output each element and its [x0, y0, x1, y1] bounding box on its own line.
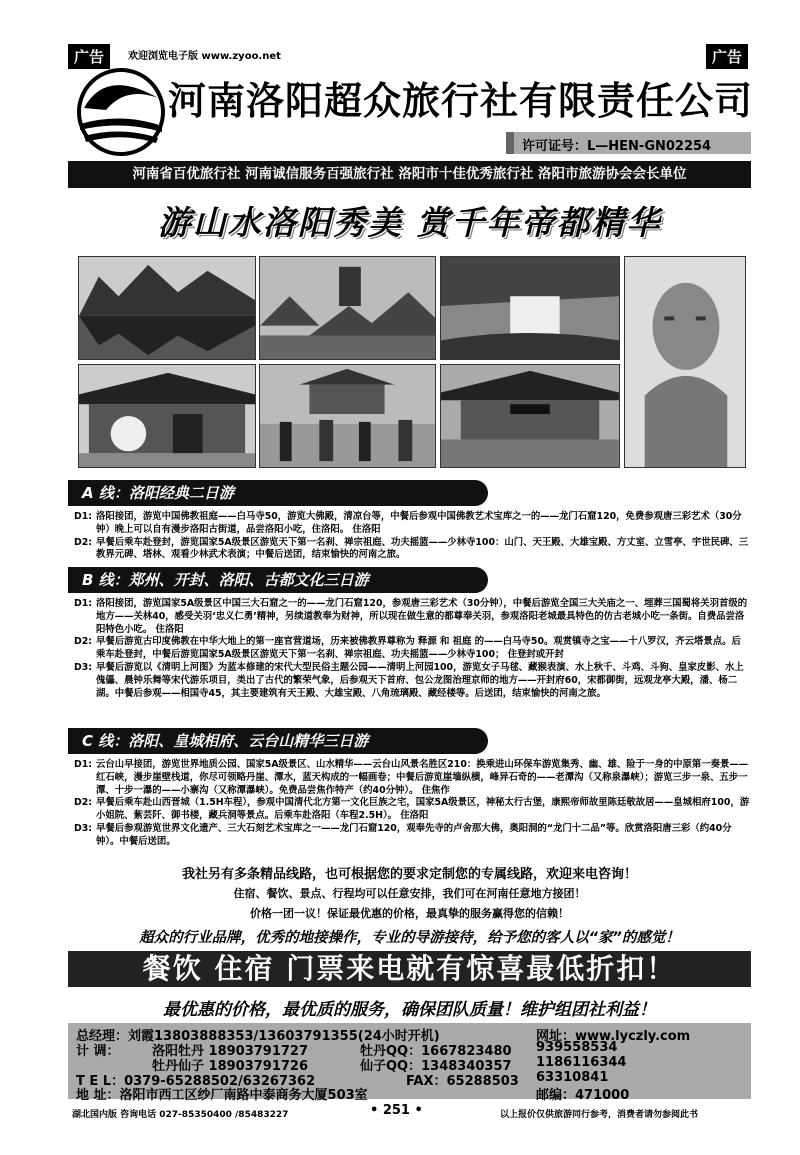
route-a-day-2 — [74, 537, 750, 563]
contact-block — [68, 1023, 751, 1103]
footer-left: 湖北国内版 咨询电话 027-85350400 /85483227 — [72, 1110, 289, 1120]
footer-right: 以上报价仅供旅游同行参考，消费者请勿参阅此书 — [500, 1110, 699, 1120]
promo-arrangement: 住宿、餐饮、景点、行程均可以任意安排，我们可在河南任意地方接团！ — [233, 887, 586, 900]
top-note: 欢迎浏览电子版 www.zyoo.net — [128, 51, 281, 62]
page-number: • 251 • — [370, 1103, 423, 1118]
ad-label-left: 广告 — [68, 44, 110, 69]
planner-2-qq: 仙子QQ：1348340357 — [360, 1059, 512, 1074]
day-label: D1: — [74, 759, 93, 770]
telephone: T E L：0379-65288502/63267362 — [76, 1074, 316, 1089]
photo-ancient-town — [259, 256, 436, 360]
fax: FAX：65288503 — [406, 1074, 519, 1089]
day-text: 早餐后乘车赴登封，游览国家5A级景区游览天下第一名刹、禅宗祖庭、功夫摇篮——少林寺100：山门、天王殿、大雄宝殿、方丈室、立雪亭、宇世民碑、三教界元碑、塔林、观看少林武术表演；中餐后送团，结束愉快的河南之旅。 — [96, 536, 749, 561]
photo-waterfall — [440, 256, 620, 360]
planner-2-phone: 牡丹仙子 18903791726 — [152, 1059, 309, 1074]
day-text: 早餐后游览古印度佛教在中华大地上的第一座官营道场，历来被佛教界尊称为 释源 和 祖庭 的——白马寺50。观赏镇寺之宝——十八罗汉，齐云塔景点。后乘车赴登封，中餐后游览国家5A级景区游览天下第一名刹、禅宗祖庭、功夫摇篮——少林寺100； 住登封或开封 — [96, 636, 741, 661]
logo-icon — [76, 68, 166, 156]
day-label: D1: — [74, 511, 93, 522]
license-number: 许可证号：L—HEN-GN02254 — [506, 132, 751, 154]
route-c-day-2 — [74, 797, 750, 823]
slogan: 游山水洛阳秀美 赏千年帝都精华 — [157, 203, 662, 242]
route-b-day-3 — [74, 662, 750, 700]
manager-phone: 总经理：刘霞13803888353/13603791355(24小时开机) — [76, 1029, 440, 1044]
route-a-title: A 线：洛阳经典二日游 — [68, 480, 488, 506]
route-c-day-1 — [74, 759, 750, 797]
route-a-itinerary — [74, 511, 750, 562]
day-text: 早餐后游览以《清明上河图》为蓝本修建的宋代大型民俗主题公园——清明上河园100，游览女子马毬、藏猴表演、水上秋千、斗鸡、斗狗、皇家皮影、水上傀儡、晨钟乐舞等宋代游乐项目，类出了古代的繁荣气象，后参观天下首府、包公龙图治理京师的地方——开封府60，宋都御街，远观龙亭大殿，潘、杨二湖。中餐后参观——相国寺45，其主要建筑有天王殿、大雄宝殿、八角琉璃殿、藏经楼等。后送团，结束愉快的河南之旅。 — [96, 661, 744, 699]
route-a-day-1 — [74, 511, 750, 537]
day-label: D2: — [74, 797, 93, 809]
fax-alt: 63310841 — [536, 1070, 609, 1085]
route-c-itinerary — [74, 759, 750, 849]
route-b-day-1 — [74, 598, 750, 636]
website: 网址：www.lyczly.com — [536, 1029, 691, 1044]
day-text: 早餐后乘车赴山西晋城（1.5H车程），参观中国清代北方第一文化巨族之宅，国家5A级景区，神秘太行古堡，康熙帝师故里陈廷敬故居——皇城相府100，游小姐院、紫芸阡、御书楼，藏兵洞等景点。后乘车赴洛阳（车程2.5H）。 住洛阳 — [96, 797, 750, 822]
planner-1-qq-alt: 939558534 — [536, 1040, 618, 1055]
ad-label-right: 广告 — [706, 44, 748, 69]
postcode: 邮编：471000 — [536, 1088, 630, 1103]
route-c-day-3 — [74, 823, 750, 849]
route-c-title: C 线：洛阳、皇城相府、云台山精华三日游 — [68, 728, 488, 754]
day-text: 早餐后参观游览世界文化遗产、三大石刻艺术宝库之一——龙门石窟120，观奉先寺的卢舍那大佛，奥阳洞的“龙门十二品”等。欣赏洛阳唐三彩（约40分钟）。中餐后送团。 — [96, 822, 732, 847]
day-label: D1: — [74, 598, 93, 609]
planner-1-phone: 洛阳牡丹 18903791727 — [152, 1044, 309, 1059]
planner-label: 计 调： — [76, 1044, 120, 1059]
photo-ceremony — [259, 364, 436, 468]
discount-banner: 餐饮 住宿 门票来电就有惊喜最低折扣！ — [68, 951, 751, 987]
route-b-itinerary — [74, 598, 750, 700]
day-label: D2: — [74, 636, 93, 648]
route-b-title: B 线：郑州、开封、洛阳、古都文化三日游 — [68, 567, 488, 593]
route-b-day-2 — [74, 636, 750, 662]
photo-monastery-gate — [440, 364, 620, 468]
quality-line: 最优惠的价格，最优质的服务，确保团队质量！维护组团社利益！ — [163, 1000, 656, 1020]
day-label: D2: — [74, 536, 93, 548]
header — [68, 64, 754, 159]
planner-2-qq-alt: 1186116344 — [536, 1055, 627, 1070]
photo-buddha-statue — [624, 256, 746, 468]
address: 地 址：洛阳市西工区纱厂南路中泰商务大厦503室 — [76, 1088, 368, 1103]
planner-1-qq: 牡丹QQ：1667823480 — [360, 1044, 512, 1059]
day-label: D3: — [74, 661, 93, 673]
honor-bar: 河南省百优旅行社 河南诚信服务百强旅行社 洛阳市十佳优秀旅行社 洛阳市旅游协会会长单位 — [68, 161, 751, 188]
day-text: 云台山早接团，游览世界地质公园、国家5A级景区、山水精华——云台山风景名胜区210：换乘进山环保车游览集秀、幽、雄、险于一身的中原第一奏景——红石峡，漫步崖壁栈道，你尽可领略丹崖、潭水，蓝天构成的一幅画卷；中餐后游览崖墙纵横，峰异石奇的——老潭沟（又称泉瀑峡）；游览三步一泉、五步一潭、十步一瀑的——小寨沟（又称潭瀑峡）。免费品尝焦作特产（约40分钟）。 住焦作 — [96, 759, 749, 796]
photo-temple-lion — [78, 364, 256, 468]
day-text: 洛阳接团，游览中国佛教祖庭——白马寺50，游览大佛殿，清凉台等，中餐后参观中国佛教艺术宝库之一的——龙门石窟120，免费参观唐三彩艺术（30分钟）晚上可以自有漫步洛阳古街道，品尝洛阳小吃，住洛阳。 住洛阳 — [96, 511, 742, 535]
promo-price: 价格一团一议！保证最优惠的价格，最真挚的服务赢得您的信赖！ — [250, 907, 569, 920]
photo-mountain-lake — [78, 256, 256, 360]
day-label: D3: — [74, 822, 93, 834]
promo-custom-routes: 我社另有多条精品线路，也可根据您的要求定制您的专属线路，欢迎来电咨询！ — [181, 867, 637, 882]
day-text: 洛阳接团，游览国家5A级景区中国三大石窟之一的——龙门石窟120，参观唐三彩艺术（30分钟），中餐后游览全国三大关庙之一、埋葬三国蜀将关羽首级的地方——关林40，感受关羽‘忠义仁勇’精神，另续道教奉为财神，所以现在做生意的都尊奉关羽，参观洛阳老城最具特色的仿古老城小吃一条街。自费品尝洛阳特色小吃。 住洛阳 — [96, 598, 748, 635]
company-name: 河南洛阳超众旅行社有限责任公司 — [168, 78, 754, 123]
brand-line: 超众的行业品牌，优秀的地接操作，专业的导游接待，给予您的客人以“家”的感觉！ — [139, 930, 680, 946]
